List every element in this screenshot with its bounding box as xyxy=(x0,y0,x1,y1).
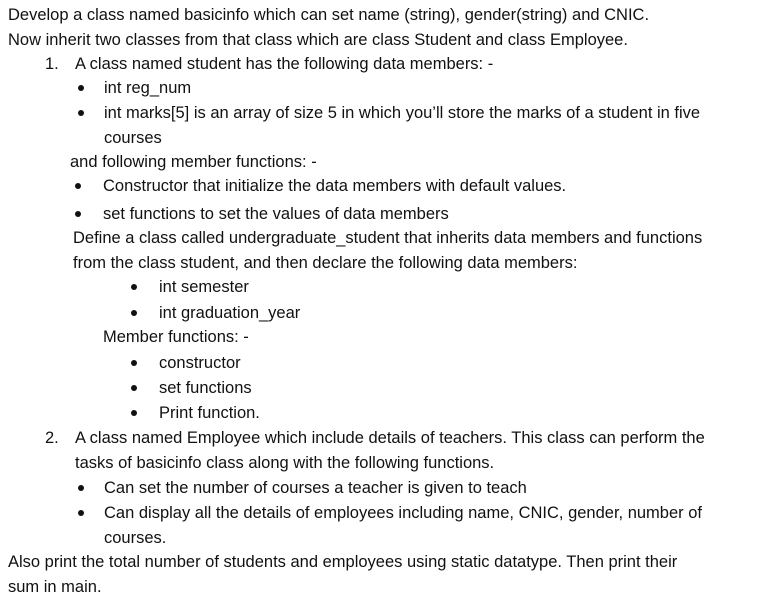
bullet-icon xyxy=(75,211,81,217)
item-2-title-line-2: tasks of basicinfo class along with the following functions. xyxy=(75,454,495,472)
outro-line-2: sum in main. xyxy=(8,578,102,596)
bullet-icon xyxy=(131,385,137,391)
item-2-title-line-1: A class named Employee which include details of teachers. This class can perform the xyxy=(75,429,705,447)
item-1-number: 1. xyxy=(45,55,59,73)
member-function-set: set functions to set the values of data members xyxy=(103,205,449,223)
bullet-icon xyxy=(131,410,137,416)
employee-function-display-continued: courses. xyxy=(104,529,167,547)
undergrad-function-print: Print function. xyxy=(159,404,260,422)
bullet-icon xyxy=(131,284,137,290)
intro-line-2: Now inherit two classes from that class which are class Student and class Employee. xyxy=(8,31,628,49)
bullet-icon xyxy=(78,110,84,116)
data-member-reg-num: int reg_num xyxy=(104,79,192,97)
member-functions-heading: and following member functions: - xyxy=(70,153,317,171)
bullet-icon xyxy=(131,360,137,366)
undergrad-member-semester: int semester xyxy=(159,278,249,296)
data-member-marks: int marks[5] is an array of size 5 in which you’ll store the marks of a student in five xyxy=(104,104,701,122)
intro-line-1: Develop a class named basicinfo which can set name (string), gender(string) and CNIC. xyxy=(8,6,650,24)
employee-function-display: Can display all the details of employees including name, CNIC, gender, number of xyxy=(104,504,702,522)
data-member-marks-continued: courses xyxy=(104,129,162,147)
item-2-number: 2. xyxy=(45,429,59,447)
undergrad-text-line-2: from the class student, and then declare the following data members: xyxy=(73,254,578,272)
bullet-icon xyxy=(78,510,84,516)
undergrad-function-constructor: constructor xyxy=(159,354,241,372)
member-function-constructor: Constructor that initialize the data members with default values. xyxy=(103,177,567,195)
bullet-icon xyxy=(78,85,84,91)
employee-function-courses: Can set the number of courses a teacher is given to teach xyxy=(104,479,527,497)
undergrad-text-line-1: Define a class called undergraduate_student that inherits data members and functions xyxy=(73,229,703,247)
undergrad-functions-heading: Member functions: - xyxy=(103,328,249,346)
bullet-icon xyxy=(131,310,137,316)
item-1-title: A class named student has the following data members: - xyxy=(75,55,494,73)
bullet-icon xyxy=(78,485,84,491)
outro-line-1: Also print the total number of students and employees using static datatype. Then print their xyxy=(8,553,678,571)
bullet-icon xyxy=(75,183,81,189)
undergrad-function-set: set functions xyxy=(159,379,252,397)
undergrad-member-graduation-year: int graduation_year xyxy=(159,304,301,322)
